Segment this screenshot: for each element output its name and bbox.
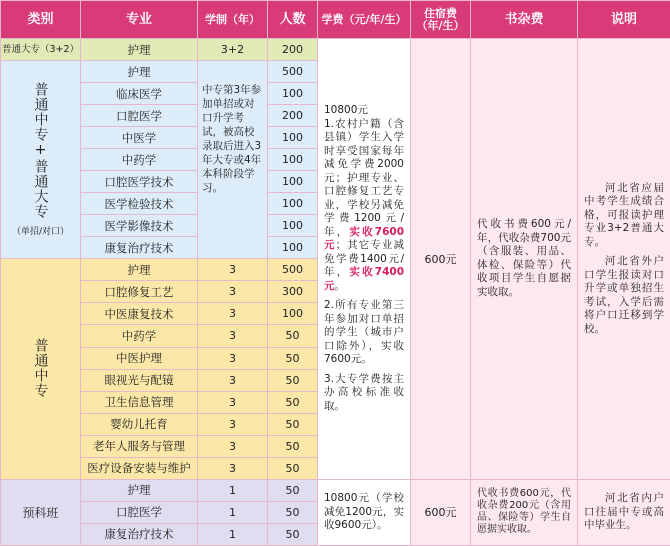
duration-cell: 3 — [198, 303, 268, 325]
major-cell: 口腔修复工艺 — [81, 281, 198, 303]
major-cell: 老年人服务与管理 — [81, 435, 198, 457]
major-cell: 婴幼儿托育 — [81, 413, 198, 435]
header-tuition: 学费（元/年/生） — [318, 1, 411, 39]
major-cell: 口腔医学 — [81, 105, 198, 127]
duration-cell: 3 — [198, 457, 268, 479]
category-label: 普通中专+普通大专 — [32, 82, 49, 220]
count-cell: 500 — [268, 61, 318, 83]
duration-cell: 3 — [198, 369, 268, 391]
dorm-cell: 600元 — [411, 39, 471, 480]
count-cell: 50 — [268, 523, 318, 545]
tuition-actual-7400: 实收7400元 — [324, 266, 404, 292]
count-cell: 50 — [268, 391, 318, 413]
note-1: 河北省应届中考学生成绩合格，可报读护理专业3+2普通大专。 — [584, 181, 664, 248]
prep-books-cell — [471, 479, 578, 545]
duration-cell: 1 — [198, 501, 268, 523]
category-cell — [1, 259, 81, 479]
major-cell: 康复治疗技术 — [81, 237, 198, 259]
tuition-rule-1: 1.农村户籍（含县镇）学生入学时享受国家每年减免学费2000元；护理专业、口腔修复工艺专业，学校另减免学费1200元/年， — [324, 117, 404, 238]
prep-notes-cell: 河北省内户口往届中专或高中毕业生。 — [578, 479, 670, 545]
books-cell: 代收书费600元/年，代收杂费700元（含服装、用品、体检、保险等）代收项目学生自愿据实收取。 — [471, 39, 578, 480]
major-cell: 护理 — [81, 61, 198, 83]
count-cell: 50 — [268, 501, 318, 523]
major-cell: 中医护理 — [81, 347, 198, 369]
count-cell: 300 — [268, 281, 318, 303]
count-cell: 50 — [268, 347, 318, 369]
tuition-rule-1b: ；其它专业减免学费1400元/年， — [324, 239, 405, 279]
tuition-rule-1c: 。 — [334, 279, 345, 292]
header-dorm: 住宿费（年/生） — [411, 1, 471, 39]
note-2: 河北省外户口学生报读对口升学或单独招生考试，入学后需将户口迁移到学校。 — [584, 255, 664, 335]
count-cell: 200 — [268, 39, 318, 61]
major-cell: 康复治疗技术 — [81, 523, 198, 545]
count-cell: 100 — [268, 215, 318, 237]
count-cell: 50 — [268, 369, 318, 391]
count-cell: 50 — [268, 479, 318, 501]
category-cell: 普通大专（3+2） — [1, 39, 81, 61]
prep-tuition-cell: 10800元（学校减免1200元，实收9600元）。 — [318, 479, 411, 545]
duration-cell: 3 — [198, 413, 268, 435]
count-cell: 100 — [268, 127, 318, 149]
header-row — [1, 1, 670, 39]
duration-cell: 3 — [198, 347, 268, 369]
duration-cell: 3 — [198, 259, 268, 281]
duration-cell: 1 — [198, 523, 268, 545]
major-cell: 中医学 — [81, 127, 198, 149]
major-cell: 口腔医学 — [81, 501, 198, 523]
duration-note-cell: 中专第3年参加单招或对口升学考试，被高校录取后进入3年大专或4年本科阶段学习。 — [198, 61, 268, 259]
tuition-note-cell — [318, 39, 411, 480]
category-cell: 预科班 — [1, 479, 81, 545]
major-cell: 口腔医学技术 — [81, 171, 198, 193]
duration-cell: 3 — [198, 281, 268, 303]
major-cell: 卫生信息管理 — [81, 391, 198, 413]
count-cell: 500 — [268, 259, 318, 281]
count-cell: 200 — [268, 105, 318, 127]
count-cell: 50 — [268, 325, 318, 347]
category-cell — [1, 61, 81, 259]
count-cell: 100 — [268, 83, 318, 105]
major-cell: 医疗设备安装与维护 — [81, 457, 198, 479]
duration-cell: 3 — [198, 435, 268, 457]
category-label: 普通中专 — [32, 337, 49, 398]
major-cell: 中药学 — [81, 325, 198, 347]
table-row — [1, 479, 670, 501]
table-row — [1, 39, 670, 61]
notes-cell — [578, 39, 670, 480]
tuition-rule-2: 2.所有专业第三年参加对口单招的学生（城市户口除外），实收7600元。 — [324, 299, 404, 366]
count-cell: 100 — [268, 171, 318, 193]
count-cell: 100 — [268, 149, 318, 171]
header-books: 书杂费 — [471, 1, 578, 39]
major-cell: 眼视光与配镜 — [81, 369, 198, 391]
tuition-base: 10800元 — [324, 104, 368, 117]
count-cell: 50 — [268, 457, 318, 479]
count-cell: 100 — [268, 193, 318, 215]
count-cell: 100 — [268, 303, 318, 325]
major-cell: 护理 — [81, 479, 198, 501]
duration-cell: 3 — [198, 391, 268, 413]
count-cell: 50 — [268, 413, 318, 435]
duration-cell: 1 — [198, 479, 268, 501]
prep-dorm-cell: 600元 — [411, 479, 471, 545]
tuition-rule-3: 3.大专学费按主办高校标准收取。 — [324, 372, 404, 412]
prep-books-a: 代收书费600元，代收杂费200元 — [477, 488, 571, 512]
major-cell: 护理 — [81, 259, 198, 281]
header-category: 类别 — [1, 1, 81, 39]
category-sublabel: （单招/对口） — [11, 227, 70, 238]
header-count: 人数 — [268, 1, 318, 39]
count-cell: 100 — [268, 237, 318, 259]
prep-books-c: 学生自愿据实收取。 — [477, 512, 571, 536]
major-cell: 医学影像技术 — [81, 215, 198, 237]
header-duration: 学制（年） — [198, 1, 268, 39]
major-cell: 中药学 — [81, 149, 198, 171]
major-cell: 临床医学 — [81, 83, 198, 105]
tuition-actual-7600: 实收7600元 — [324, 225, 404, 252]
duration-cell: 3 — [198, 325, 268, 347]
major-cell: 医学检验技术 — [81, 193, 198, 215]
duration-cell: 3+2 — [198, 39, 268, 61]
major-cell: 中医康复技术 — [81, 303, 198, 325]
header-major: 专业 — [81, 1, 198, 39]
prep-books-b: （含用品、保险等） — [477, 500, 571, 524]
major-cell: 护理 — [81, 39, 198, 61]
header-notes: 说明 — [578, 1, 670, 39]
count-cell: 50 — [268, 435, 318, 457]
